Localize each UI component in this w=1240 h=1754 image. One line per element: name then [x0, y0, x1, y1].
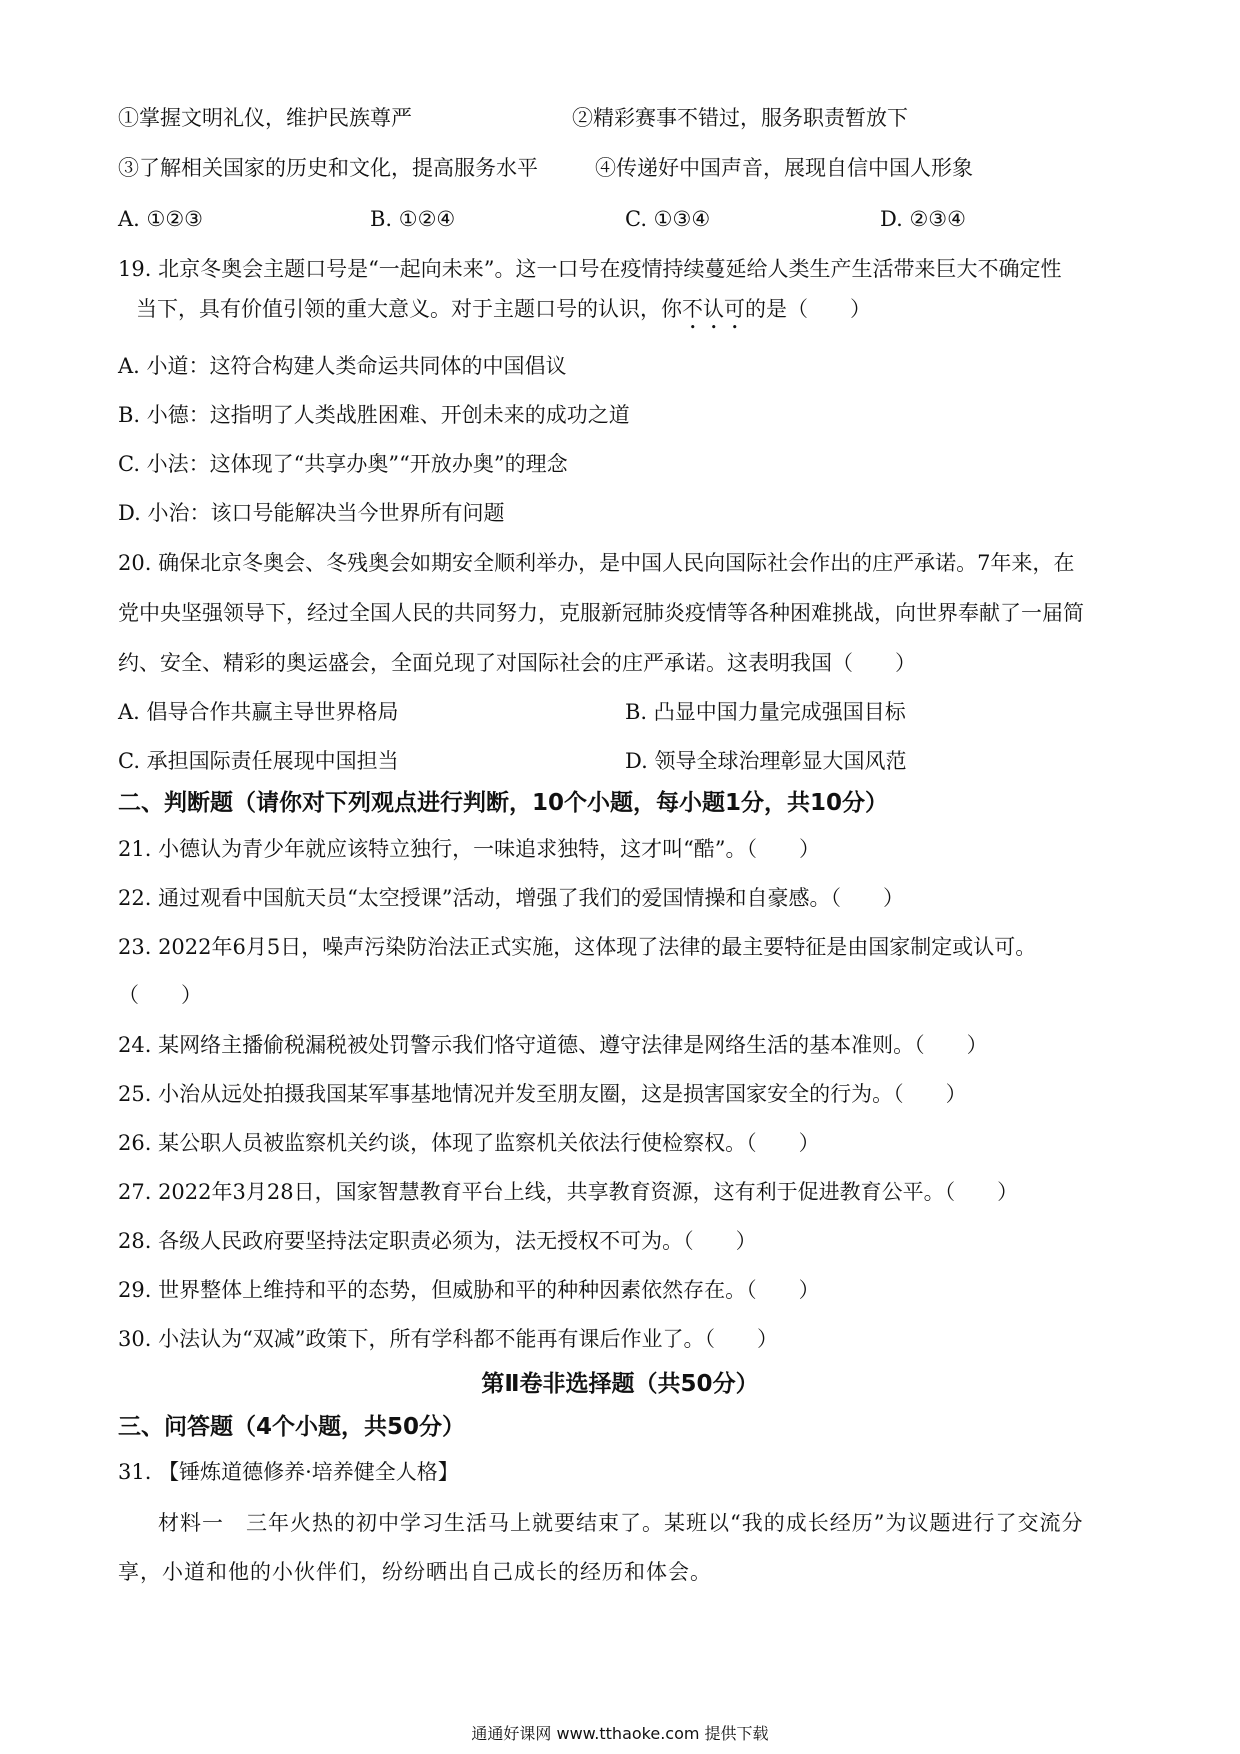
q31-material-line2: 享，小道和他的小伙伴们，纷纷晒出自己成长的经历和体会。	[118, 1560, 712, 1584]
q18-option-a: A. ①②③	[118, 207, 203, 231]
part2-title: 第Ⅱ卷非选择题（共50分）	[481, 1371, 759, 1397]
q19-option-b: B. 小德：这指明了人类战胜困难、开创未来的成功之道	[118, 403, 630, 427]
q19-option-c: C. 小法：这体现了“共享办奥”“开放办奥”的理念	[118, 452, 568, 476]
tf-item-23-blank: （ ）	[118, 983, 202, 1007]
q31-material-line1: 材料一 三年火热的初中学习生活马上就要结束了。某班以“我的成长经历”为议题进行了交流分	[158, 1511, 1084, 1535]
tf-item-23: 23. 2022年6月5日，噪声污染防治法正式实施，这体现了法律的最主要特征是由国家制定或认可。	[118, 935, 1037, 959]
q31-title: 31. 【锤炼道德修养·培养健全人格】	[118, 1460, 459, 1484]
q20-option-b: B. 凸显中国力量完成强国目标	[625, 700, 906, 724]
q18-statement-4: ④传递好中国声音，展现自信中国人形象	[595, 156, 973, 180]
tf-item-30: 30. 小法认为“双减”政策下，所有学科都不能再有课后作业了。（ ）	[118, 1327, 779, 1351]
q19-stem-line1: 19. 北京冬奥会主题口号是“一起向未来”。这一口号在疫情持续蔓延给人类生产生活带来巨大不确定性	[118, 257, 1062, 281]
q18-statement-2: ②精彩赛事不错过，服务职责暂放下	[572, 106, 908, 130]
q20-option-a: A. 倡导合作共赢主导世界格局	[118, 700, 399, 724]
tf-item-28: 28. 各级人民政府要坚持法定职责必须为，法无授权不可为。（ ）	[118, 1229, 757, 1253]
q19-stem-line2-before: 当下，具有价值引领的重大意义。对于主题口号的认识，你	[136, 297, 682, 321]
tf-item-26: 26. 某公职人员被监察机关约谈，体现了监察机关依法行使检察权。（ ）	[118, 1131, 820, 1155]
tf-item-21: 21. 小德认为青少年就应该特立独行，一味追求独特，这才叫“酷”。（ ）	[118, 837, 821, 861]
tf-item-25: 25. 小治从远处拍摄我国某军事基地情况并发至朋友圈，这是损害国家安全的行为。（ ）	[118, 1082, 967, 1106]
q19-stem-line2-after: 的是（ ）	[745, 297, 871, 321]
q20-option-c: C. 承担国际责任展现中国担当	[118, 749, 399, 773]
q19-option-d: D. 小治：该口号能解决当今世界所有问题	[118, 501, 505, 525]
q18-statement-1: ①掌握文明礼仪，维护民族尊严	[118, 106, 412, 130]
q20-option-d: D. 领导全球治理彰显大国风范	[625, 749, 907, 773]
q19-option-a: A. 小道：这符合构建人类命运共同体的中国倡议	[118, 354, 567, 378]
tf-item-24: 24. 某网络主播偷税漏税被处罚警示我们恪守道德、遵守法律是网络生活的基本准则。（ ）	[118, 1033, 988, 1057]
q19-emphasis: 不认可	[682, 297, 745, 321]
q18-option-c: C. ①③④	[625, 207, 711, 231]
section2-heading: 二、判断题（请你对下列观点进行判断，10个小题，每小题1分，共10分）	[118, 790, 889, 816]
tf-item-27: 27. 2022年3月28日，国家智慧教育平台上线，共享教育资源，这有利于促进教育公平。（ ）	[118, 1180, 1019, 1204]
q20-stem-line2: 党中央坚强领导下，经过全国人民的共同努力，克服新冠肺炎疫情等各种困难挑战，向世界奉献了一届简	[118, 601, 1084, 625]
tf-item-29: 29. 世界整体上维持和平的态势，但威胁和平的种种因素依然存在。（ ）	[118, 1278, 820, 1302]
q18-option-d: D. ②③④	[880, 207, 966, 231]
section3-heading: 三、问答题（4个小题，共50分）	[118, 1414, 466, 1440]
footer-download-note: 通通好课网 www.tthaoke.com 提供下载	[471, 1724, 769, 1743]
q20-stem-line1: 20. 确保北京冬奥会、冬残奥会如期安全顺利举办，是中国人民向国际社会作出的庄严承诺。7年来，在	[118, 551, 1075, 575]
q18-statement-3: ③了解相关国家的历史和文化，提高服务水平	[118, 156, 538, 180]
q18-option-b: B. ①②④	[370, 207, 456, 231]
q20-stem-line3: 约、安全、精彩的奥运盛会，全面兑现了对国际社会的庄严承诺。这表明我国（ ）	[118, 651, 916, 675]
tf-item-22: 22. 通过观看中国航天员“太空授课”活动，增强了我们的爱国情操和自豪感。（ ）	[118, 886, 905, 910]
q19-stem-line2	[136, 294, 871, 334]
